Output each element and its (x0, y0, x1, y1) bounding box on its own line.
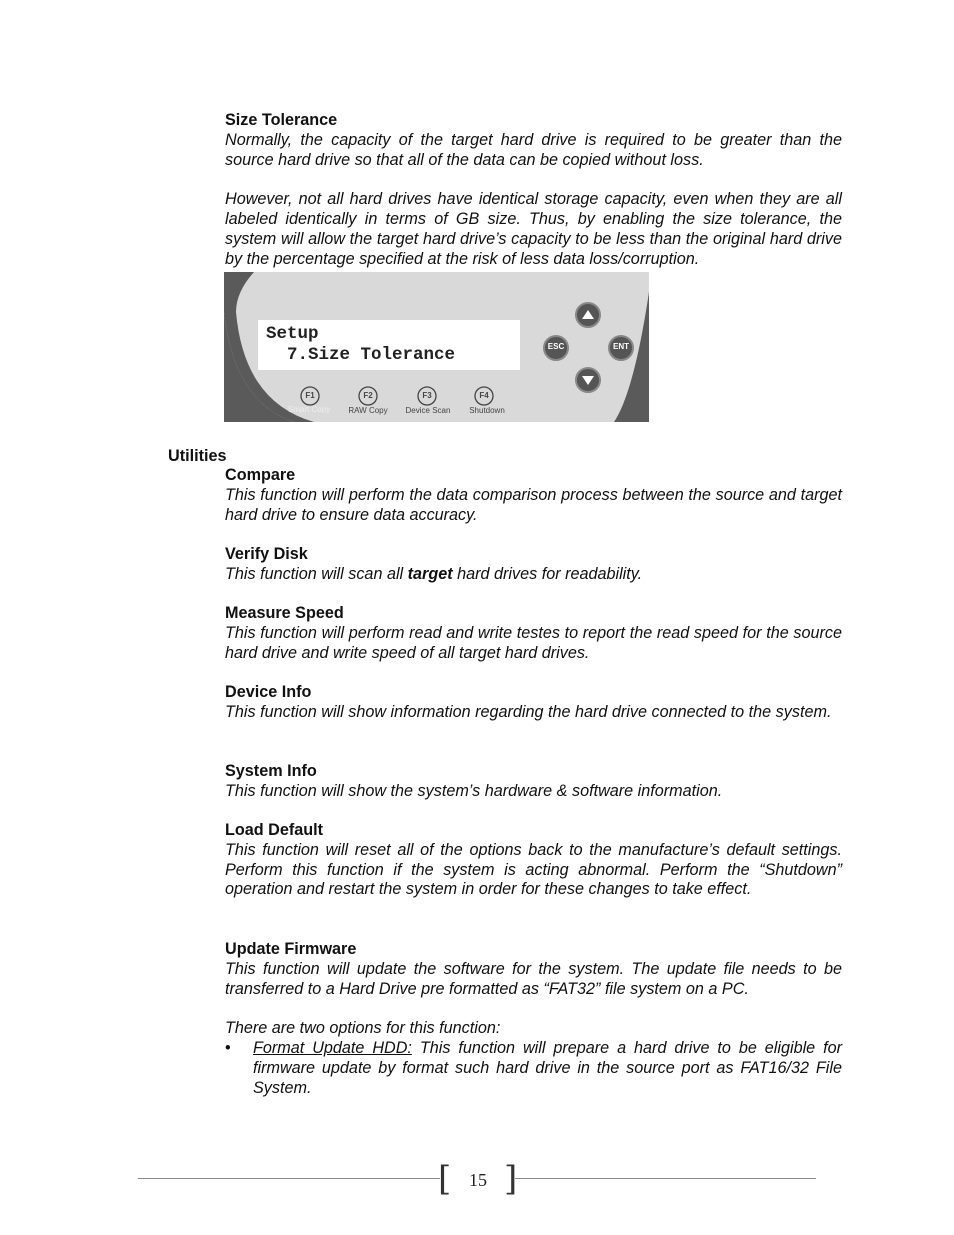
footer-rule-left (138, 1178, 440, 1179)
measure-speed-text: This function will perform read and write testes to report the read speed for the source hard drive and write speed of all target hard drives. (225, 623, 842, 662)
update-firmware-text: This function will update the software for the system. The update file needs to be transferred to a Hard Drive pre formatted as “FAT32” file system on a PC. (225, 959, 842, 998)
esc-label: ESC (547, 342, 565, 351)
up-arrow-button[interactable] (576, 303, 600, 327)
update-options-intro: There are two options for this function: (225, 1019, 501, 1038)
f2-key-text: F2 (363, 391, 373, 400)
f4-key-text: F4 (479, 391, 489, 400)
device-info-section (225, 683, 842, 723)
measure-speed-section (225, 604, 842, 663)
footer-bracket-left: [ (438, 1159, 452, 1199)
f4-label: Shutdown (469, 406, 505, 415)
lcd-display (258, 320, 520, 370)
footer-bracket-right: ] (504, 1159, 518, 1199)
load-default-heading: Load Default (225, 821, 324, 839)
page-number: 15 (469, 1170, 487, 1190)
f1-label: Smart Copy (287, 405, 331, 414)
list-item (225, 1039, 842, 1098)
load-default-section (225, 821, 842, 900)
system-info-heading: System Info (225, 762, 317, 780)
load-default-text: This function will reset all of the options back to the manufacture’s default settings. Perform this function if the system is acting abnormal. Perform the “Shutdown” operation and restart the system in order for these changes to take effect. (225, 840, 842, 899)
f1-key-text: F1 (305, 391, 315, 400)
system-info-section (225, 762, 842, 802)
f2-label: RAW Copy (348, 406, 388, 415)
size-tolerance-para1: Normally, the capacity of the target hard drive is required to be greater than the source hard drive so that all of the data can be copied without loss. (225, 130, 842, 169)
footer-rule-right (515, 1178, 816, 1179)
device-info-text: This function will show information regarding the hard drive connected to the system. (225, 702, 832, 721)
verify-disk-section (225, 545, 842, 585)
compare-text: This function will perform the data comparison process between the source and target hard drive to ensure data accuracy. (225, 485, 842, 524)
size-tolerance-heading: Size Tolerance (225, 111, 338, 129)
system-info-text: This function will show the system’s hardware & software information. (225, 781, 723, 800)
ent-label: ENT (613, 342, 629, 351)
format-update-hdd-label: Format Update HDD: (253, 1038, 412, 1057)
lcd-line-1: Setup (266, 324, 319, 344)
lcd-line-2: 7.Size Tolerance (266, 345, 456, 365)
update-options-list (225, 1039, 842, 1098)
f3-key-text: F3 (422, 391, 432, 400)
verify-disk-text: This function will scan all target hard drives for readability. (225, 564, 643, 583)
size-tolerance-para2: However, not all hard drives have identical storage capacity, even when they are all labeled identically in terms of GB size. Thus, by enabling the size tolerance, the system will allow the target hard drive’s capacity to be less than the original hard drive by the percentage specified at the risk of less data loss/corruption. (225, 190, 842, 268)
device-info-heading: Device Info (225, 683, 312, 701)
f3-label: Device Scan (405, 406, 451, 415)
size-tolerance-section (225, 111, 842, 269)
control-panel-image (224, 272, 649, 422)
measure-speed-heading: Measure Speed (225, 604, 344, 622)
format-update-hdd-text: This function will prepare a hard drive to be eligible for firmware update by format such hard drive in the source port as FAT16/32 File System. (253, 1038, 842, 1097)
verify-disk-heading: Verify Disk (225, 545, 308, 563)
down-arrow-button[interactable] (576, 368, 600, 392)
update-firmware-section (225, 940, 842, 1098)
utilities-heading: Utilities (168, 447, 227, 465)
compare-heading: Compare (225, 466, 296, 484)
compare-section (225, 466, 842, 525)
update-firmware-heading: Update Firmware (225, 940, 357, 958)
